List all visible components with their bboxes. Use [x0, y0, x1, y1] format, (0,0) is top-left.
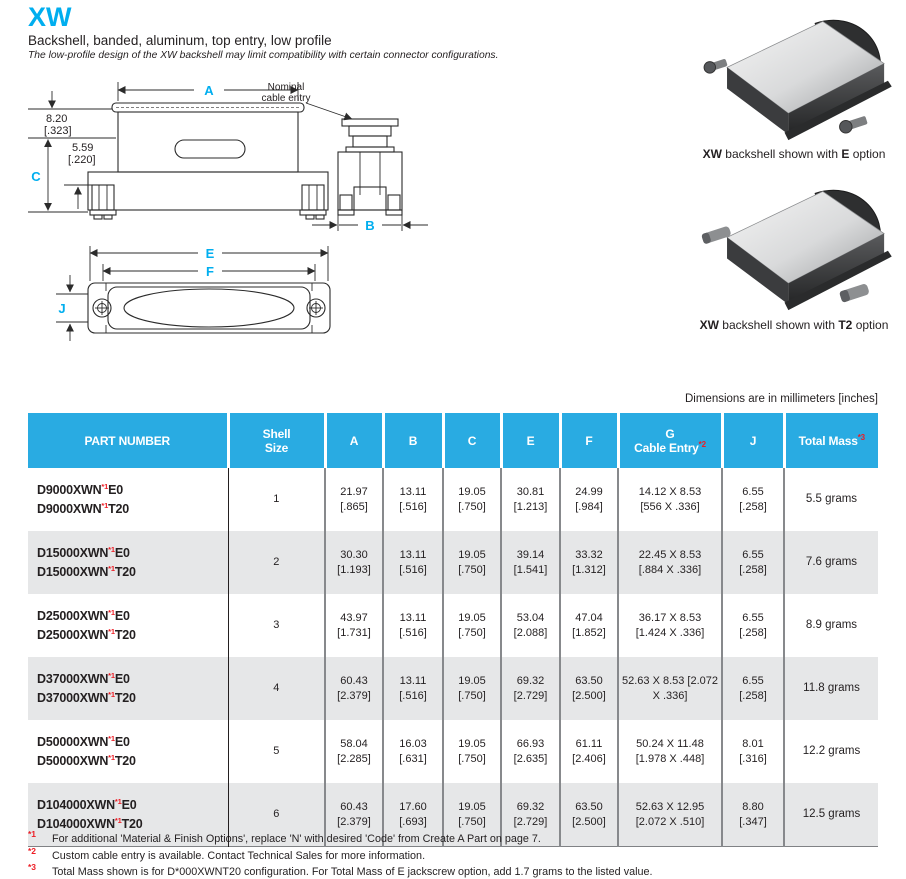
col-f: F	[560, 413, 618, 468]
dim-j-cell: 6.55 [.258]	[722, 594, 784, 657]
col-part-number: PART NUMBER	[28, 413, 228, 468]
col-total-mass: Total Mass$^{*3}$	[784, 413, 878, 468]
dim-b-cell: 13.11 [.516]	[383, 531, 443, 594]
dim-label-b: B	[365, 218, 375, 233]
dim-f-cell: 63.50 [2.500]	[560, 657, 618, 720]
cable-entry-cell: 50.24 X 11.48 [1.978 X .448]	[618, 720, 722, 783]
dim-label-a: A	[204, 83, 214, 98]
table-header-row	[28, 413, 878, 468]
col-g-cable-entry: G Cable Entry$^{*2}$	[618, 413, 722, 468]
part-number-cell: D15000XWN$^{*1}$E0 D15000XWN$^{*1}$T20	[37, 545, 136, 579]
table-body	[28, 468, 878, 847]
dim-b-cell: 16.03 [.631]	[383, 720, 443, 783]
total-mass-cell: 12.5 grams	[784, 783, 878, 847]
dim-label-e: E	[205, 246, 215, 261]
dimensions-table	[28, 413, 878, 847]
units-note: Dimensions are in millimeters [inches]	[684, 393, 878, 405]
dim-e-cell: 30.81 [1.213]	[501, 468, 560, 531]
dim-j-cell: 6.55 [.258]	[722, 468, 784, 531]
dim-f-cell: 24.99 [.984]	[560, 468, 618, 531]
dim-a-cell: 43.97 [1.731]	[325, 594, 383, 657]
footnote: $^{*2}$ Custom cable entry is available. Contact Technical Sales for more information.	[28, 845, 426, 862]
photo-caption-t2: XW backshell shown with T2 option	[699, 318, 889, 332]
total-mass-cell: 5.5 grams	[784, 468, 878, 531]
dim-f-cell: 47.04 [1.852]	[560, 594, 618, 657]
dim-b-cell: 13.11 [.516]	[383, 468, 443, 531]
dim-c-cell: 19.05 [.750]	[443, 657, 501, 720]
dim-b-cell: 13.11 [.516]	[383, 594, 443, 657]
dim-a-cell: 60.43 [2.379]	[325, 783, 383, 847]
svg-text:cable entry: cable entry	[261, 93, 311, 104]
dim-c-cell: 19.05 [.750]	[443, 720, 501, 783]
table-row	[28, 468, 878, 531]
dim-c-cell: 19.05 [.750]	[443, 531, 501, 594]
col-e: E	[501, 413, 560, 468]
dim-f-cell: 61.11 [2.406]	[560, 720, 618, 783]
part-number-cell: D104000XWN$^{*1}$E0 D104000XWN$^{*1}$T20	[37, 797, 143, 831]
dim-j-cell: 6.55 [.258]	[722, 531, 784, 594]
cable-entry-callout: Nominal	[267, 82, 305, 93]
table-row	[28, 594, 878, 657]
shell-size-cell: 4	[228, 657, 325, 720]
total-mass-cell: 11.8 grams	[784, 657, 878, 720]
cable-entry-cell: 22.45 X 8.53 [.884 X .336]	[618, 531, 722, 594]
dim-a-cell: 58.04 [2.285]	[325, 720, 383, 783]
dim-e-cell: 69.32 [2.729]	[501, 657, 560, 720]
cable-entry-cell: 36.17 X 8.53 [1.424 X .336]	[618, 594, 722, 657]
bottom-view	[56, 246, 330, 341]
page-subtitle: Backshell, banded, aluminum, top entry, low profile	[28, 33, 332, 48]
dim-a-cell: 21.97 [.865]	[325, 468, 383, 531]
part-number-cell: D25000XWN$^{*1}$E0 D25000XWN$^{*1}$T20	[37, 608, 136, 642]
total-mass-cell: 8.9 grams	[784, 594, 878, 657]
footnote: $^{*1}$ For additional 'Material & Finish Options', replace 'N' with desired 'Code' from Create A Part on page 7.	[28, 829, 541, 845]
product-photo-t2-option	[700, 178, 892, 314]
dim-820-in: [.323]	[44, 125, 72, 137]
dim-b-cell: 13.11 [.516]	[383, 657, 443, 720]
shell-size-cell: 6	[228, 783, 325, 847]
col-c: C	[443, 413, 501, 468]
dim-a-cell: 60.43 [2.379]	[325, 657, 383, 720]
product-photo-e-option	[700, 8, 892, 144]
dim-559: 5.59	[72, 142, 94, 154]
footnote: $^{*3}$ Total Mass shown is for D*000XWNT20 configuration. For Total Mass of E jackscrew option, add 1.7 grams to the listed value.	[28, 862, 653, 878]
table-row	[28, 720, 878, 783]
dim-820: 8.20	[46, 113, 68, 125]
cable-entry-cell: 52.63 X 8.53 [2.072 X .336]	[618, 657, 722, 720]
dim-b-cell: 17.60 [.693]	[383, 783, 443, 847]
dim-559-in: [.220]	[68, 154, 96, 166]
dim-a-cell: 30.30 [1.193]	[325, 531, 383, 594]
dim-f-cell: 63.50 [2.500]	[560, 783, 618, 847]
dim-c-cell: 19.05 [.750]	[443, 594, 501, 657]
dim-c-cell: 19.05 [.750]	[443, 783, 501, 847]
col-a: A	[325, 413, 383, 468]
table-row	[28, 657, 878, 720]
dim-j-cell: 8.01 [.316]	[722, 720, 784, 783]
dim-e-cell: 69.32 [2.729]	[501, 783, 560, 847]
shell-size-cell: 3	[228, 594, 325, 657]
shell-size-cell: 2	[228, 531, 325, 594]
part-number-cell: D50000XWN$^{*1}$E0 D50000XWN$^{*1}$T20	[37, 734, 136, 768]
cable-entry-cell: 52.63 X 12.95 [2.072 X .510]	[618, 783, 722, 847]
dim-c-cell: 19.05 [.750]	[443, 468, 501, 531]
shell-size-cell: 5	[228, 720, 325, 783]
dim-f-cell: 33.32 [1.312]	[560, 531, 618, 594]
dim-label-c: C	[31, 169, 41, 184]
part-number-cell: D9000XWN$^{*1}$E0 D9000XWN$^{*1}$T20	[37, 482, 130, 516]
dim-label-j: J	[58, 301, 66, 316]
col-shell-size: Shell Size	[228, 413, 325, 468]
table-row	[28, 531, 878, 594]
photo-caption-e: XW backshell shown with E option	[702, 147, 886, 161]
dim-e-cell: 39.14 [1.541]	[501, 531, 560, 594]
compatibility-note: The low-profile design of the XW backshell may limit compatibility with certain connector configurations.	[28, 50, 499, 61]
dim-label-f: F	[206, 264, 214, 279]
dim-j-cell: 6.55 [.258]	[722, 657, 784, 720]
dim-e-cell: 53.04 [2.088]	[501, 594, 560, 657]
page-title: XW	[28, 2, 72, 32]
part-number-cell: D37000XWN$^{*1}$E0 D37000XWN$^{*1}$T20	[37, 671, 136, 705]
cable-entry-cell: 14.12 X 8.53 [556 X .336]	[618, 468, 722, 531]
shell-size-cell: 1	[228, 468, 325, 531]
dim-e-cell: 66.93 [2.635]	[501, 720, 560, 783]
col-b: B	[383, 413, 443, 468]
total-mass-cell: 12.2 grams	[784, 720, 878, 783]
total-mass-cell: 7.6 grams	[784, 531, 878, 594]
footnotes	[28, 831, 888, 879]
col-j: J	[722, 413, 784, 468]
dim-j-cell: 8.80 [.347]	[722, 783, 784, 847]
dimension-drawing	[8, 75, 478, 385]
